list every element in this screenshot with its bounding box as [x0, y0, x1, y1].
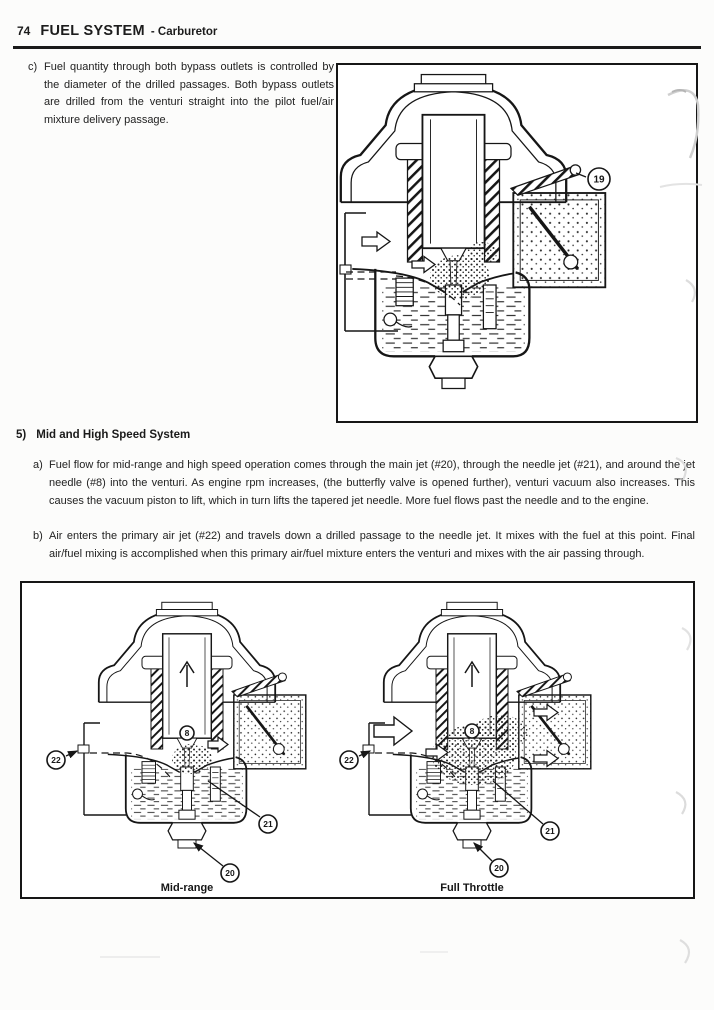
paragraph-c: [28, 59, 334, 129]
caption-full-throttle: Full Throttle: [440, 882, 504, 894]
callout-8-label: 8: [184, 728, 190, 738]
callout-8: [465, 724, 479, 738]
paragraph-b-label: b): [33, 530, 43, 542]
paragraph-b-text: Air enters the primary air jet (#22) and travels down a drilled passage to the needle jet. It mixes with the fuel at this point. Final air/fuel mixing is accomplished when this primary air/fuel mixture enters the venturi and mixes with the air passing through.: [49, 530, 695, 560]
chapter-title: FUEL SYSTEM: [40, 23, 145, 39]
paragraph-c-text: Fuel quantity through both bypass outlets is controlled by the diameter of the drilled passages. Both bypass outlets are drilled from the venturi straight into the pilot fuel/air mixture delivery passage.: [44, 61, 334, 126]
callout-21-label: 21: [263, 819, 273, 829]
header-rule: [13, 46, 701, 49]
mid-range-carburetor: [47, 602, 306, 894]
callout-19-label: 19: [593, 174, 605, 186]
fuel-mist: [172, 744, 212, 774]
pilot-air-passage-dashes: [346, 272, 396, 279]
carburetor-cross-section-diagram: [338, 65, 696, 421]
mid-high-speed-diagram: [22, 583, 693, 897]
callout-22-label: 22: [51, 755, 61, 765]
airflow-arrow-icon: [362, 232, 390, 251]
paragraph-a-label: a): [33, 459, 43, 471]
callout-21-label: 21: [545, 826, 555, 836]
chapter-subtitle: - Carburetor: [150, 26, 218, 38]
carburetor-cross-section-figure: [336, 63, 698, 423]
callout-20-label: 20: [225, 868, 235, 878]
carburetor-body: [341, 75, 606, 389]
paragraph-b: [33, 527, 695, 563]
paragraph-c-label: c): [28, 61, 38, 73]
page-number: 74: [17, 24, 31, 38]
callout-22: [47, 751, 77, 769]
section-5-number: 5): [16, 429, 27, 441]
callout-20: [194, 843, 239, 882]
caption-mid-range: Mid-range: [160, 882, 214, 894]
page-header: [17, 23, 217, 39]
mid-high-speed-figure: [20, 581, 695, 899]
section-5-heading: [16, 429, 190, 441]
callout-20: [474, 843, 508, 877]
full-throttle-carburetor: [340, 602, 591, 894]
callout-22-label: 22: [344, 755, 354, 765]
section-5-title: Mid and High Speed System: [36, 429, 191, 441]
callout-8: [180, 726, 194, 740]
callout-20-label: 20: [494, 863, 504, 873]
callout-22: [340, 751, 370, 769]
callout-19: [576, 168, 610, 190]
paragraph-a: [33, 456, 695, 510]
paragraph-a-text: Fuel flow for mid-range and high speed operation comes through the main jet (#20), through the needle jet (#21), and around the jet needle (#8) into the venturi. As engine rpm increases, (the butterfly valve is opened further), venturi vacuum also increases. This causes the vacuum piston to lift, which in turn lifts the tapered jet needle. More fuel flows past the needle and to the engine.: [49, 459, 695, 507]
callout-8-label: 8: [469, 726, 475, 736]
primary-air-jet: [78, 745, 89, 753]
fuel-mist-core: [450, 738, 498, 772]
airflow-arrow-large-icon: [374, 717, 412, 745]
